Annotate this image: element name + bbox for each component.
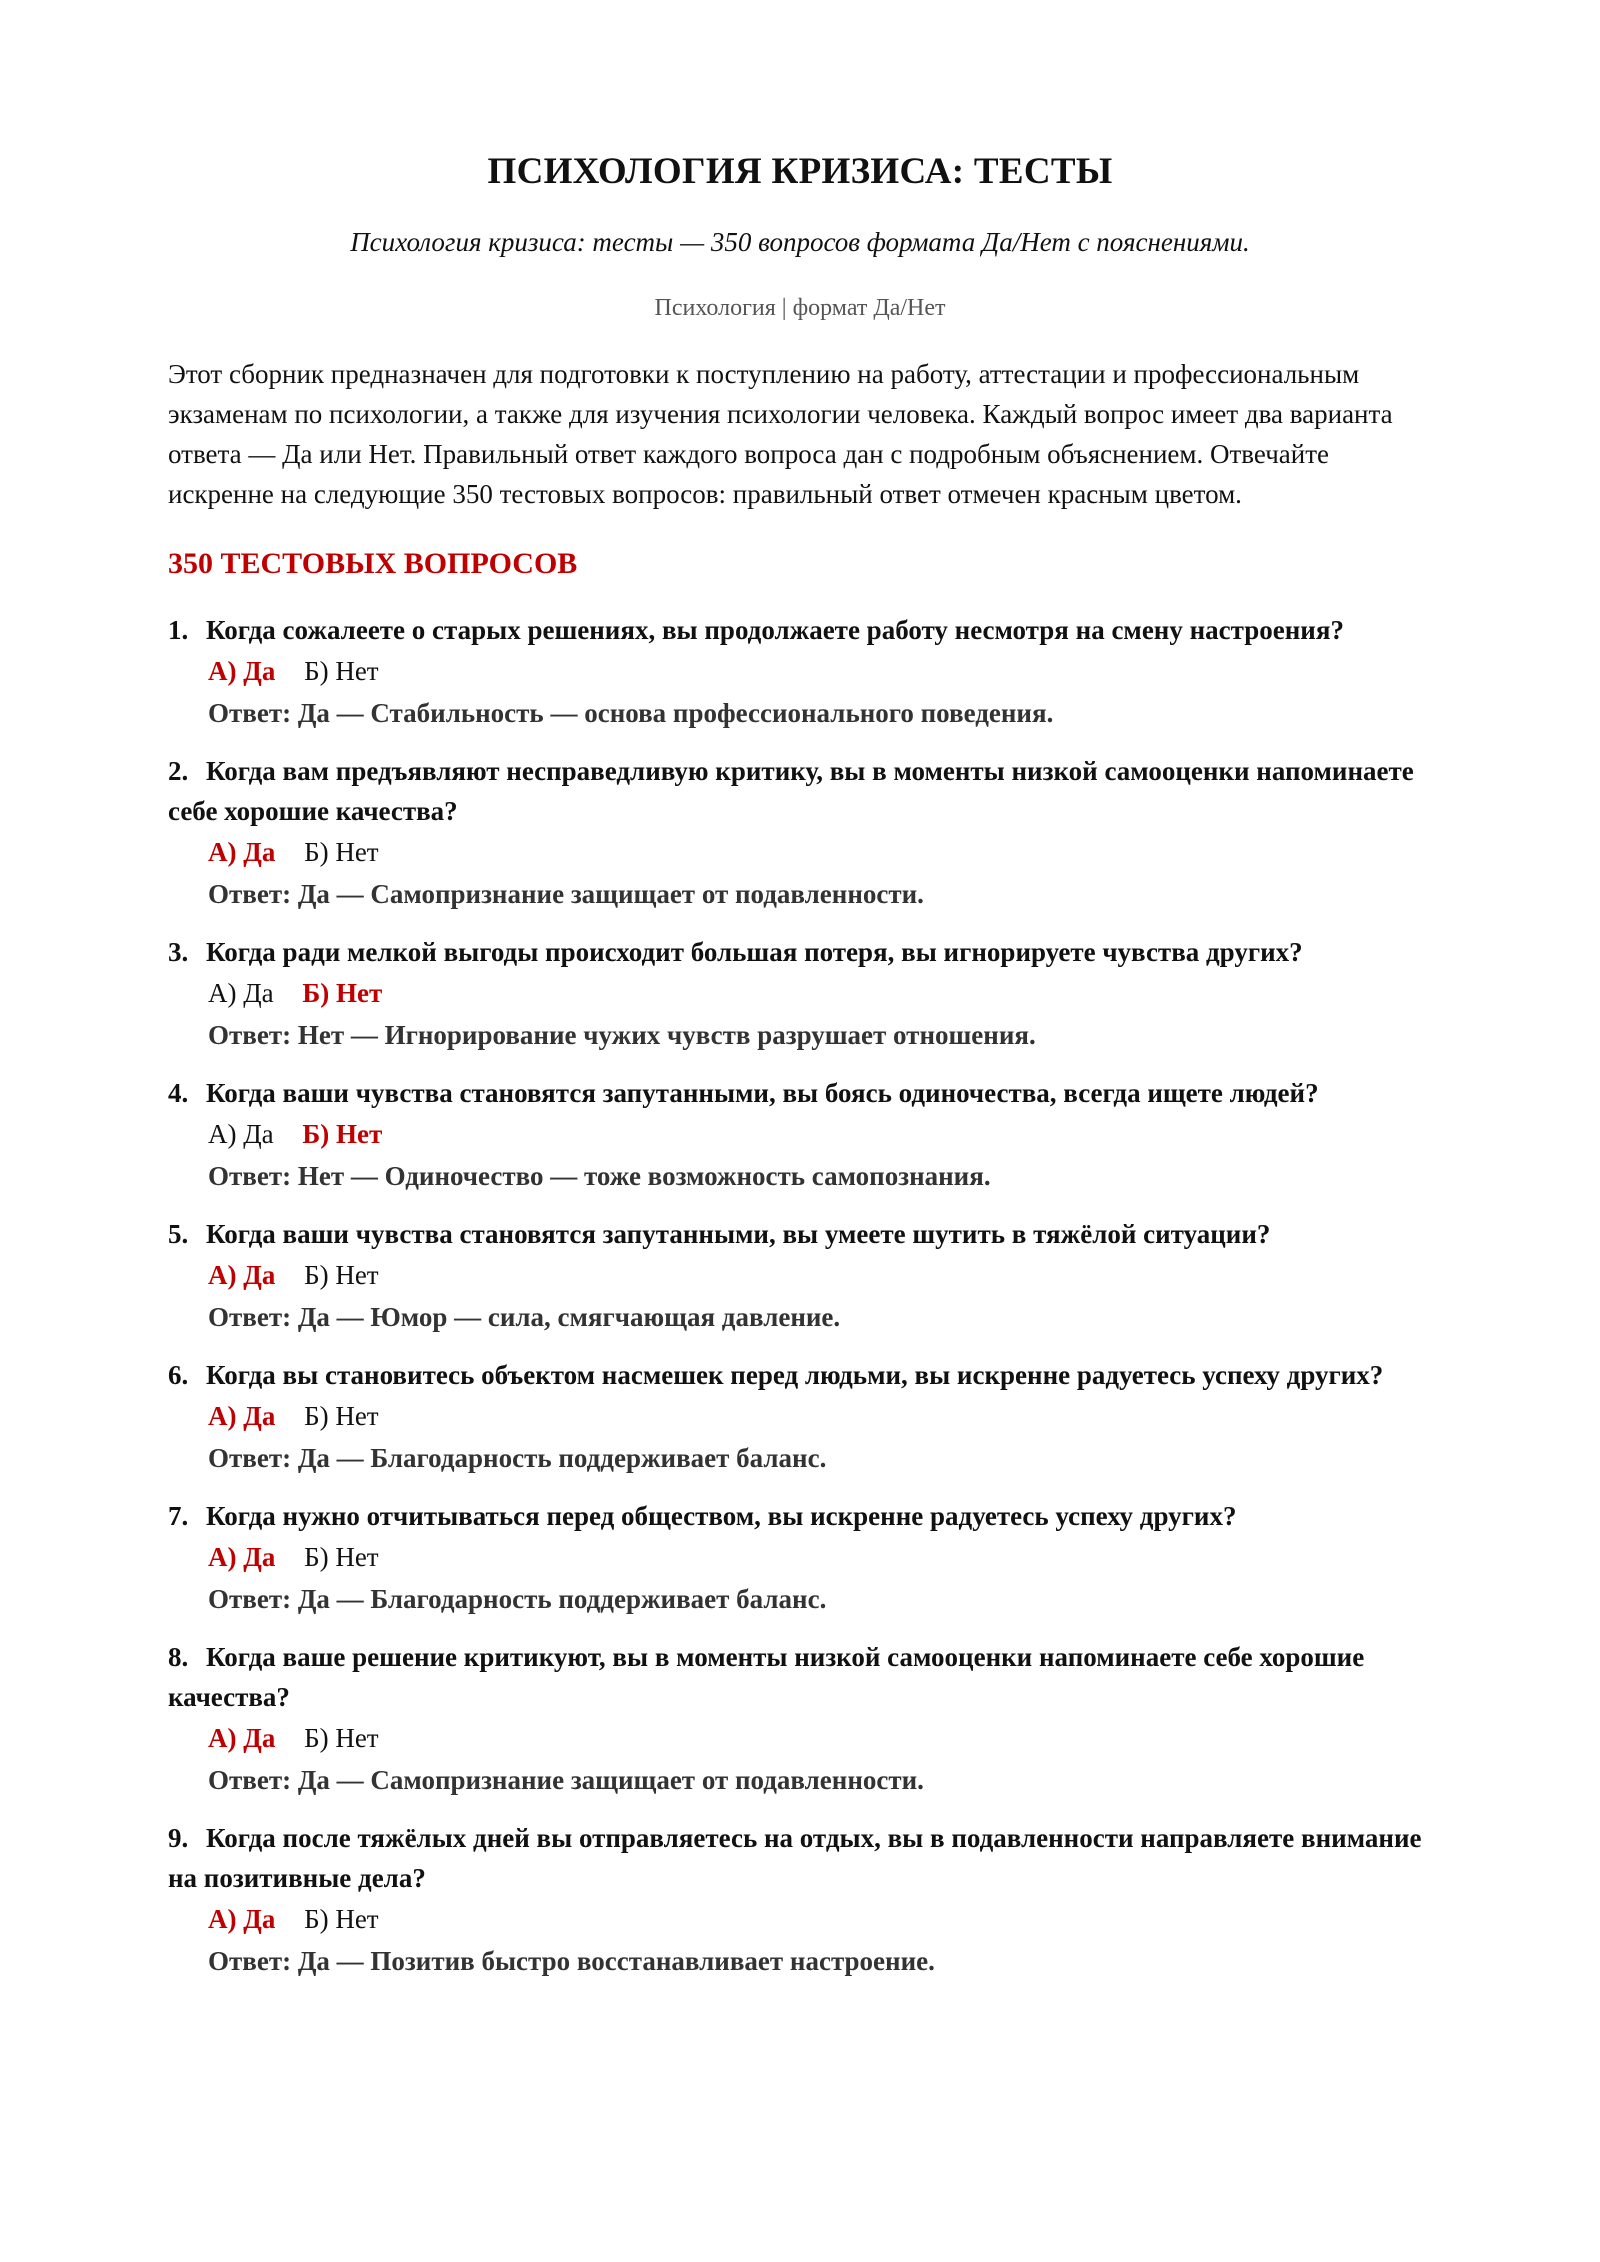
question-text xyxy=(168,1073,1432,1113)
question-number: 3. xyxy=(168,937,189,967)
option-b[interactable]: Б) Нет xyxy=(304,1904,379,1934)
option-a[interactable]: А) Да xyxy=(208,1119,274,1149)
question-item xyxy=(168,1637,1432,1801)
question-body: Когда после тяжёлых дней вы отправляетесь на отдых, вы в подавленности направляете внимание на позитивные дела? xyxy=(168,1823,1422,1893)
question-text xyxy=(168,751,1432,831)
question-body: Когда ради мелкой выгоды происходит большая потеря, вы игнорируете чувства других? xyxy=(206,937,1303,967)
document-subtitle: Психология кризиса: тесты — 350 вопросов формата Да/Нет с пояснениями. xyxy=(350,227,1250,257)
question-item xyxy=(168,932,1432,1056)
question-number: 7. xyxy=(168,1501,189,1531)
question-body: Когда ваши чувства становятся запутанными, вы умеете шутить в тяжёлой ситуации? xyxy=(206,1219,1271,1249)
answer-options xyxy=(168,972,1432,1014)
answer-explanation: Ответ: Да — Благодарность поддерживает баланс. xyxy=(208,1443,827,1473)
question-number: 8. xyxy=(168,1642,189,1672)
question-list xyxy=(168,610,1432,1982)
answer-explanation: Ответ: Нет — Одиночество — тоже возможность самопознания. xyxy=(208,1161,991,1191)
option-b[interactable]: Б) Нет xyxy=(304,1723,379,1753)
option-a[interactable]: А) Да xyxy=(208,656,276,686)
question-item xyxy=(168,1818,1432,1982)
question-body: Когда вы становитесь объектом насмешек перед людьми, вы искренне радуетесь успеху других? xyxy=(206,1360,1384,1390)
question-item xyxy=(168,1214,1432,1338)
answer-options xyxy=(168,1254,1432,1296)
answer-options xyxy=(168,831,1432,873)
answer-options xyxy=(168,650,1432,692)
question-text xyxy=(168,1355,1432,1395)
answer-options xyxy=(168,1717,1432,1759)
option-b[interactable]: Б) Нет xyxy=(304,1401,379,1431)
question-number: 1. xyxy=(168,615,189,645)
question-number: 4. xyxy=(168,1078,189,1108)
option-b[interactable]: Б) Нет xyxy=(304,1260,379,1290)
question-item xyxy=(168,1496,1432,1620)
question-text xyxy=(168,1637,1432,1717)
question-item xyxy=(168,610,1432,734)
option-a[interactable]: А) Да xyxy=(208,1904,276,1934)
option-a[interactable]: А) Да xyxy=(208,1401,276,1431)
answer-explanation: Ответ: Да — Юмор — сила, смягчающая давление. xyxy=(208,1302,841,1332)
answer-options xyxy=(168,1395,1432,1437)
answer-options xyxy=(168,1898,1432,1940)
question-number: 9. xyxy=(168,1823,189,1853)
section-heading: 350 ТЕСТОВЫХ ВОПРОСОВ xyxy=(168,547,578,580)
option-a[interactable]: А) Да xyxy=(208,1542,276,1572)
option-a[interactable]: А) Да xyxy=(208,1723,276,1753)
option-b[interactable]: Б) Нет xyxy=(304,837,379,867)
question-text xyxy=(168,1214,1432,1254)
intro-paragraph: Этот сборник предназначен для подготовки к поступлению на работу, аттестации и профессиональным экзаменам по психологии, а также для изучения психологии человека. Каждый вопрос имеет два варианта ответа — Да или Нет. Правильный ответ каждого вопроса дан с подробным объяснением. Отвечайте искренне на следующие 350 тестовых вопросов: правильный ответ отмечен красным цветом. xyxy=(168,359,1393,509)
answer-explanation: Ответ: Да — Позитив быстро восстанавливает настроение. xyxy=(208,1946,935,1976)
answer-explanation: Ответ: Нет — Игнорирование чужих чувств разрушает отношения. xyxy=(208,1020,1036,1050)
answer-explanation: Ответ: Да — Самопризнание защищает от подавленности. xyxy=(208,1765,924,1795)
question-text xyxy=(168,932,1432,972)
answer-options xyxy=(168,1113,1432,1155)
question-body: Когда ваши чувства становятся запутанными, вы боясь одиночества, всегда ищете людей? xyxy=(206,1078,1319,1108)
question-item xyxy=(168,751,1432,915)
question-body: Когда ваше решение критикуют, вы в моменты низкой самооценки напоминаете себе хорошие качества? xyxy=(168,1642,1365,1712)
document-title: ПСИХОЛОГИЯ КРИЗИСА: ТЕСТЫ xyxy=(487,151,1113,192)
answer-explanation: Ответ: Да — Стабильность — основа профессионального поведения. xyxy=(208,698,1054,728)
option-b[interactable]: Б) Нет xyxy=(302,1119,383,1149)
answer-explanation: Ответ: Да — Благодарность поддерживает баланс. xyxy=(208,1584,827,1614)
question-number: 6. xyxy=(168,1360,189,1390)
option-a[interactable]: А) Да xyxy=(208,837,276,867)
question-text xyxy=(168,1818,1432,1898)
question-number: 2. xyxy=(168,756,189,786)
document-meta: Психология | формат Да/Нет xyxy=(654,295,946,321)
option-a[interactable]: А) Да xyxy=(208,1260,276,1290)
question-body: Когда нужно отчитываться перед обществом, вы искренне радуетесь успеху других? xyxy=(206,1501,1237,1531)
option-b[interactable]: Б) Нет xyxy=(304,1542,379,1572)
answer-options xyxy=(168,1536,1432,1578)
question-item xyxy=(168,1073,1432,1197)
question-number: 5. xyxy=(168,1219,189,1249)
option-b[interactable]: Б) Нет xyxy=(302,978,383,1008)
option-a[interactable]: А) Да xyxy=(208,978,274,1008)
question-text xyxy=(168,610,1432,650)
question-body: Когда вам предъявляют несправедливую критику, вы в моменты низкой самооценки напоминаете себе хорошие качества? xyxy=(168,756,1414,826)
answer-explanation: Ответ: Да — Самопризнание защищает от подавленности. xyxy=(208,879,924,909)
option-b[interactable]: Б) Нет xyxy=(304,656,379,686)
question-text xyxy=(168,1496,1432,1536)
question-body: Когда сожалеете о старых решениях, вы продолжаете работу несмотря на смену настроения? xyxy=(206,615,1344,645)
question-item xyxy=(168,1355,1432,1479)
